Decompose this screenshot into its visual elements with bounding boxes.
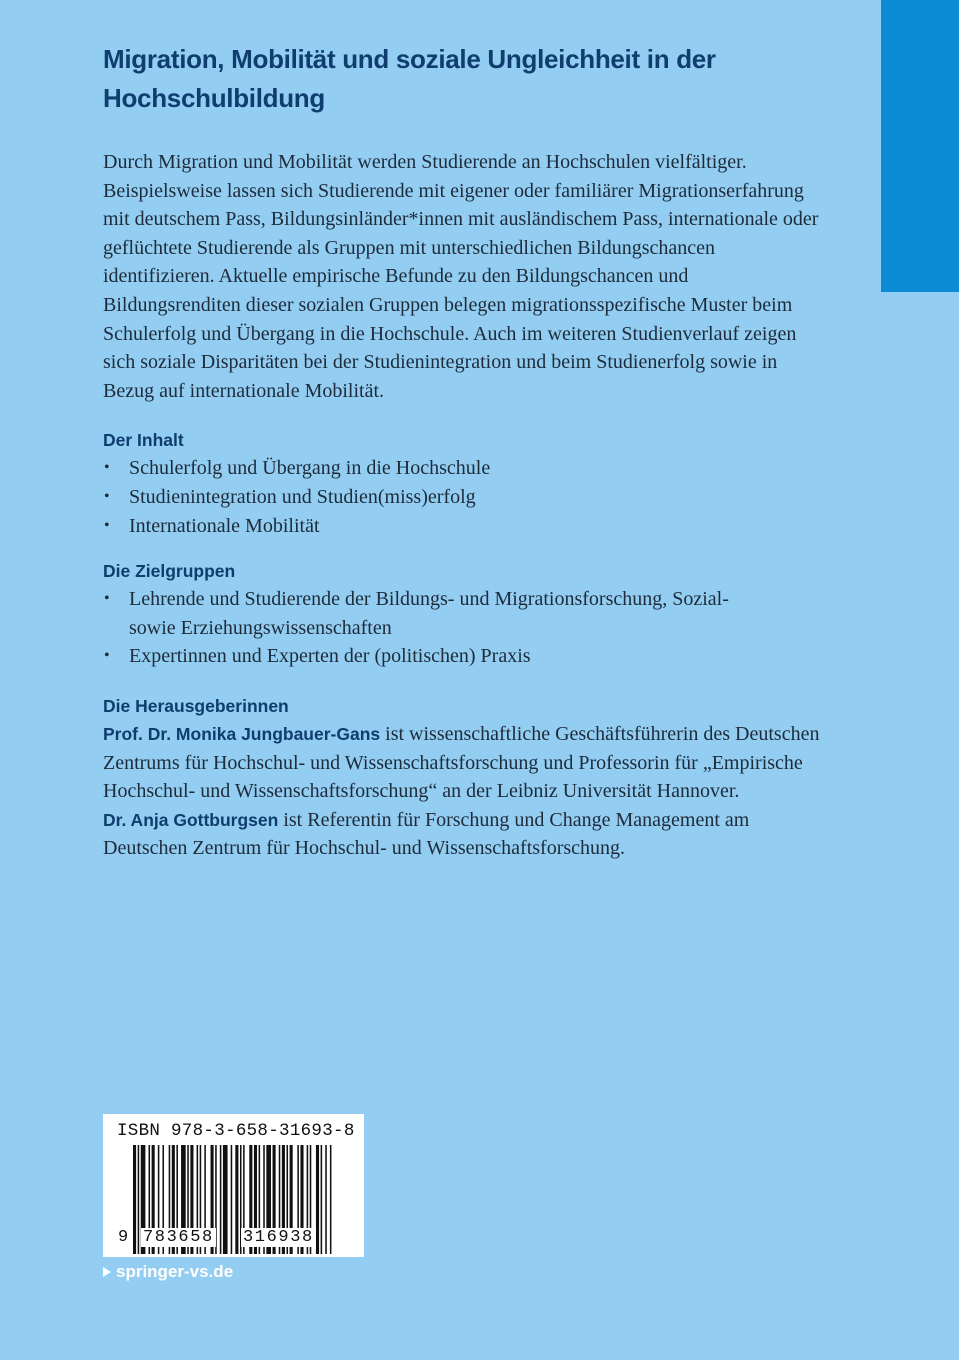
publisher-link[interactable]: [103, 1262, 233, 1282]
barcode-digits-group1: 783658: [143, 1228, 214, 1247]
barcode-digit-lead: 9: [118, 1228, 129, 1247]
back-cover-content: [103, 40, 843, 863]
editor-bio: [103, 720, 823, 806]
contents-section: [103, 427, 843, 540]
editors-heading: Die Herausgeberinnen: [103, 695, 289, 716]
list-item: • Studienintegration und Studien(miss)erfolg: [103, 483, 843, 512]
barcode-digits-group2: 316938: [243, 1228, 314, 1247]
list-item: • Lehrende und Studierende der Bildungs- und Migrationsforschung, Sozial- sowie Erziehungswissenschaften: [103, 585, 769, 642]
isbn-barcode-box: [103, 1114, 364, 1257]
editors-section: [103, 693, 843, 863]
barcode-digits: [103, 1228, 364, 1252]
audience-heading: Die Zielgruppen: [103, 561, 236, 582]
publisher-link-text: springer-vs.de: [116, 1262, 234, 1281]
audience-section: [103, 558, 843, 671]
arrow-right-icon: [103, 1267, 111, 1277]
contents-list: [103, 454, 843, 540]
intro-paragraph: Durch Migration und Mobilität werden Studierende an Hochschulen vielfältiger. Beispielsweise lassen sich Studierende mit eigener oder familiärer Migrationserfahrung mit deutschem Pass, Bildungsinländer*innen mit ausländischem Pass, internationale oder geflüchtete Studierende als Gruppen mit unterschiedlichen Bildungschancen identifizieren. Aktuelle empirische Befunde zu den Bildungschancen und Bildungsrenditen dieser sozialen Gruppen belegen migrationsspezifische Muster beim Schulerfolg und Übergang in die Hochschule. Auch im weiteren Studienverlauf zeigen sich soziale Disparitäten bei der Studienintegration und beim Studienerfolg sowie in Bezug auf internationale Mobilität.: [103, 151, 819, 402]
editor-bio-text: ist wissenschaftliche Geschäftsführerin des Deutschen Zentrums für Hochschul- und Wissenschaftsforschung und Professorin für „Empirische Hochschul- und Wissenschaftsforschung“ an der Leibniz Universität Hannover.: [103, 722, 820, 803]
editor-name: Dr. Anja Gottburgsen: [103, 809, 279, 830]
book-title: Migration, Mobilität und soziale Ungleichheit in der Hochschulbildung: [103, 44, 716, 113]
editor-bio: [103, 806, 823, 863]
isbn-label: ISBN 978-3-658-31693-8: [117, 1121, 355, 1141]
list-item: • Internationale Mobilität: [103, 512, 843, 541]
list-item: • Expertinnen und Experten der (politischen) Praxis: [103, 642, 843, 671]
audience-list: [103, 585, 843, 671]
editor-name: Prof. Dr. Monika Jungbauer-Gans: [103, 723, 381, 744]
editor-bio-text: ist Referentin für Forschung und Change Management am Deutschen Zentrum für Hochschul- und Wissenschaftsforschung.: [103, 808, 750, 860]
accent-bar: [881, 0, 959, 292]
contents-heading: Der Inhalt: [103, 430, 184, 451]
list-item: • Schulerfolg und Übergang in die Hochschule: [103, 454, 843, 483]
